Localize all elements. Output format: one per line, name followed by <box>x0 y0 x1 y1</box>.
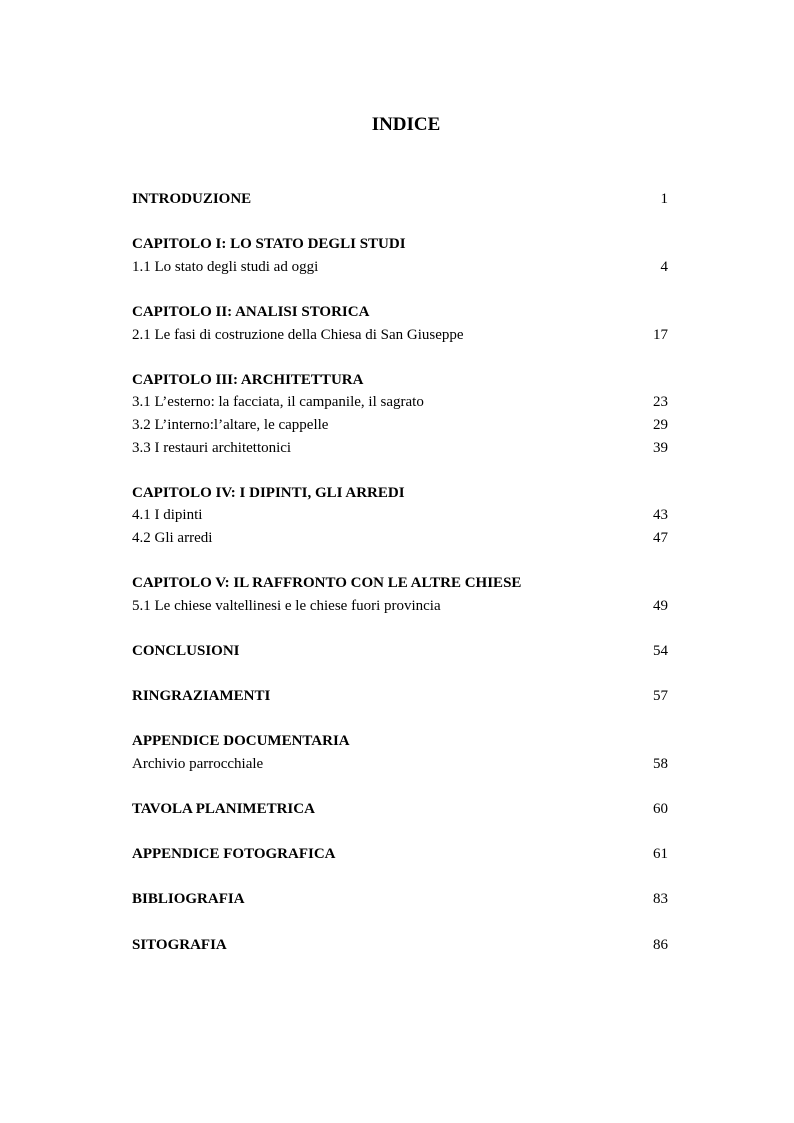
toc-entry-label: 4.2 Gli arredi <box>132 529 213 546</box>
toc-heading[interactable] <box>132 188 672 211</box>
page-title: INDICE <box>371 114 441 135</box>
toc-heading[interactable] <box>132 798 672 821</box>
toc-heading-label: APPENDICE DOCUMENTARIA <box>132 733 350 750</box>
toc-entry[interactable] <box>132 391 672 414</box>
section-spacer <box>132 617 672 640</box>
toc-section <box>132 730 672 775</box>
toc-heading[interactable] <box>132 685 672 708</box>
toc-entry[interactable] <box>132 414 672 437</box>
toc-heading-label: APPENDICE FOTOGRAFICA <box>132 846 336 863</box>
toc-page-number: 29 <box>653 416 668 433</box>
toc-section <box>132 188 672 211</box>
toc-entry-label: 4.1 I dipinti <box>132 507 203 524</box>
toc-section <box>132 798 672 821</box>
toc-entry-label: 5.1 Le chiese valtellinesi e le chiese fuori provincia <box>132 597 441 614</box>
toc-entry-label: 3.1 L’esterno: la facciata, il campanile, il sagrato <box>132 394 424 411</box>
toc-heading[interactable] <box>132 482 672 505</box>
toc-heading-label: CONCLUSIONI <box>132 642 240 659</box>
toc-heading-label: BIBLIOGRAFIA <box>132 891 245 908</box>
toc-page-number: 54 <box>653 642 668 659</box>
section-spacer <box>132 662 672 685</box>
section-spacer <box>132 866 672 889</box>
toc-heading-label: CAPITOLO II: ANALISI STORICA <box>132 303 370 320</box>
toc-page-number: 4 <box>660 258 668 275</box>
toc-entry[interactable] <box>132 437 672 460</box>
toc-section <box>132 233 672 278</box>
toc-entry-label: 2.1 Le fasi di costruzione della Chiesa di San Giuseppe <box>132 326 464 343</box>
toc-section <box>132 640 672 663</box>
toc-heading[interactable] <box>132 730 672 753</box>
toc-section <box>132 572 672 617</box>
toc-heading[interactable] <box>132 301 672 324</box>
toc-page-number: 58 <box>653 755 668 772</box>
section-spacer <box>132 821 672 844</box>
toc-entry-label: 1.1 Lo stato degli studi ad oggi <box>132 258 319 275</box>
toc-entry-label: 3.2 L’interno:l’altare, le cappelle <box>132 416 329 433</box>
toc-heading-label: CAPITOLO III: ARCHITETTURA <box>132 371 364 388</box>
toc-page-number: 1 <box>660 191 668 207</box>
toc-heading-label: CAPITOLO V: IL RAFFRONTO CON LE ALTRE CHIESE <box>132 575 522 592</box>
section-spacer <box>132 459 672 482</box>
toc-heading[interactable] <box>132 888 672 911</box>
toc-page-number: 86 <box>653 936 668 953</box>
section-spacer <box>132 550 672 573</box>
toc-section <box>132 301 672 346</box>
toc-heading[interactable] <box>132 640 672 663</box>
toc-section <box>132 934 672 957</box>
section-spacer <box>132 346 672 369</box>
toc-page-number: 83 <box>653 891 668 908</box>
toc-page-number: 57 <box>653 688 668 705</box>
toc-section <box>132 369 672 459</box>
toc-heading-label: SITOGRAFIA <box>132 936 227 953</box>
toc-entry[interactable] <box>132 324 672 347</box>
toc-page-number: 17 <box>653 326 668 343</box>
toc-heading-label: CAPITOLO IV: I DIPINTI, GLI ARREDI <box>132 484 405 501</box>
section-spacer <box>132 278 672 301</box>
toc-page-number: 39 <box>653 439 668 456</box>
table-of-contents <box>132 188 672 956</box>
toc-heading-label: RINGRAZIAMENTI <box>132 688 271 705</box>
toc-entry-label: 3.3 I restauri architettonici <box>132 439 292 456</box>
toc-heading[interactable] <box>132 572 672 595</box>
toc-page-number: 23 <box>653 394 668 411</box>
toc-page-number: 47 <box>653 529 668 546</box>
toc-entry[interactable] <box>132 595 672 618</box>
section-spacer <box>132 911 672 934</box>
toc-entry-label: Archivio parrocchiale <box>132 755 264 772</box>
toc-heading-label: TAVOLA PLANIMETRICA <box>132 801 315 818</box>
toc-page-number: 49 <box>653 597 668 614</box>
toc-heading[interactable] <box>132 843 672 866</box>
toc-heading[interactable] <box>132 369 672 392</box>
toc-entry[interactable] <box>132 504 672 527</box>
toc-section <box>132 482 672 550</box>
toc-entry[interactable] <box>132 256 672 279</box>
toc-page-number: 43 <box>653 507 668 524</box>
section-spacer <box>132 775 672 798</box>
toc-heading[interactable] <box>132 233 672 256</box>
toc-page-number: 61 <box>653 846 668 863</box>
section-spacer <box>132 211 672 234</box>
toc-heading-label: INTRODUZIONE <box>132 191 252 207</box>
section-spacer <box>132 708 672 731</box>
toc-entry[interactable] <box>132 527 672 550</box>
toc-section <box>132 888 672 911</box>
toc-entry[interactable] <box>132 753 672 776</box>
toc-heading-label: CAPITOLO I: LO STATO DEGLI STUDI <box>132 236 406 253</box>
toc-page-number: 60 <box>653 801 668 818</box>
toc-section <box>132 685 672 708</box>
toc-heading[interactable] <box>132 934 672 957</box>
toc-section <box>132 843 672 866</box>
